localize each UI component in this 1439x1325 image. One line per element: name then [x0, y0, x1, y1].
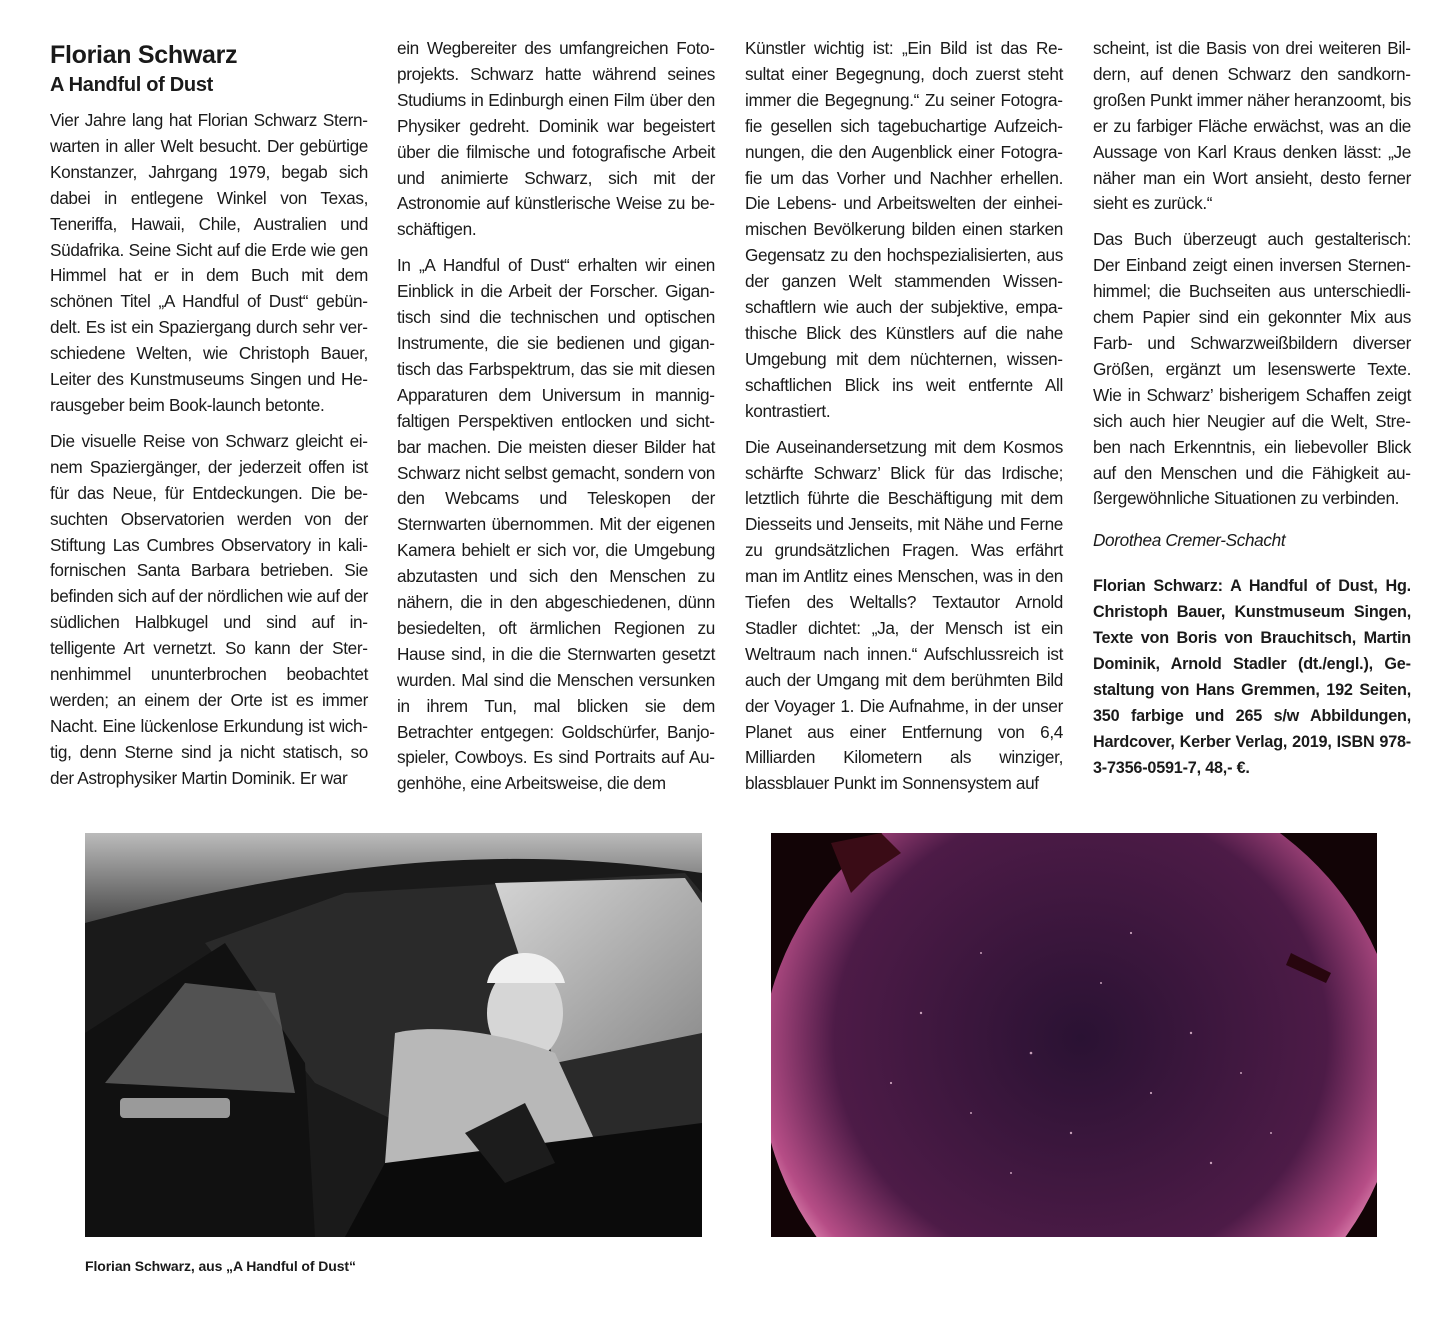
article-subtitle: A Handful of Dust [50, 74, 214, 96]
author-name: Dorothea Cremer-Schacht [1093, 530, 1286, 551]
article-column-3 [745, 36, 1063, 807]
paragraph: In „A Handful of Dust“ erhalten wir einen Einblick in die Arbeit der Forscher. Gigantisch sind die technischen und optischen Instrumente, die sie bedienen und gigantisch das Farbspektrum, das sie mit diesen Apparaturen dem Universum in mannigfaltigen Perspektiven entlocken und sichtbar machen. Die meisten dieser Bilder hat Schwarz nicht selbst gemacht, sondern von den Webcams und Teleskopen der Sternwarten übernommen. Mit der eigenen Kamera behielt er sich vor, die Umgebung abzutasten und sich den Menschen zu nähern, die in den abgeschiedenen, dünn besiedelten, oft ärmlichen Regionen zu Hause sind, in die die Sternwarten gesetzt wurden. Mal sind die Menschen versunken in ihrem Tun, mal blicken sie dem Betrachter entgegen: Goldschürfer, Banjospieler, Cowboys. Es sind Portraits auf Augenhöhe, eine Arbeitsweise, die dem [397, 255, 715, 794]
paragraph: Die Auseinandersetzung mit dem Kosmos schärfte Schwarz’ Blick für das Irdische; letztlich führte die Beschäftigung mit dem Diesseits und Jenseits, mit Nähe und Ferne zu grundsätzlichen Fragen. Was erfährt man im Antlitz eines Menschen, was in den Tiefen des Weltalls? Textautor Arnold Stadler dichtet: „Ja, der Mensch ist ein Weltraum nach innen.“ Aufschlussreich ist auch der Umgang mit dem berühmten Bild der Voyager 1. Die Aufnahme, in der unser Planet aus einer Entfernung von 6,4 Milliarden Kilometern als winziger, blassblauer Punkt im Sonnensystem auf [745, 436, 1063, 794]
article-column-2 [397, 36, 715, 807]
paragraph: Vier Jahre lang hat Florian Schwarz Sternwarten in aller Welt besucht. Der gebürtige Konstanzer, Jahrgang 1979, begab sich dabei in entlegene Winkel von Texas, Teneriffa, Hawaii, Chile, Australien und Südafrika. Seine Sicht auf die Erde wie gen Himmel hat er in dem Buch mit dem schönen Titel „A Handful of Dust“ gebündelt. Es ist ein Spaziergang durch sehr verschiedene Welten, wie Christoph Bauer, Leiter des Kunstmuseums Singen und Herausgeber beim Book-launch betonte. [50, 110, 368, 415]
paragraph: Die visuelle Reise von Schwarz gleicht einem Spaziergänger, der jederzeit offen ist für das Neue, für Entdeckungen. Die besuchten Observatorien werden von der Stiftung Las Cumbres Observatory in kalifornischen Santa Barbara betrieben. Sie befinden sich auf der nördlichen wie auf der südlichen Halbkugel und sind auf intelligente Art vernetzt. So kann der Sternenhimmel ununterbrochen beobachtet werden; an einem der Orte ist es immer Nacht. Eine lückenlose Erkundung ist wichtig, denn Sterne sind ja nicht statisch, so der Astrophysiker Martin Dominik. Er war [50, 430, 368, 788]
paragraph: Das Buch überzeugt auch gestalterisch: Der Einband zeigt einen inversen Sternenhimmel; die Buchseiten aus unterschiedlichem Papier sind ein gekonnter Mix aus Farb- und Schwarzweißbildern diverser Größen, ergänzt um lesenswerte Texte. Wie in Schwarz’ bisherigem Schaffen zeigt sich auch hier Neugier auf die Welt, Streben nach Erkenntnis, ein liebevoller Blick auf den Menschen und die Fähigkeit außergewöhnliche Situationen zu verbinden. [1093, 229, 1411, 509]
car-scene-illustration [85, 833, 702, 1237]
fisheye-night-sky-photo [771, 833, 1377, 1237]
bw-photo-man-in-car [85, 833, 702, 1237]
article-title: Florian Schwarz [50, 41, 238, 69]
paragraph: Künstler wichtig ist: „Ein Bild ist das Resultat einer Begegnung, doch zuerst steht immer die Begegnung.“ Zu seiner Fotografie gesellen sich tagebuchartige Aufzeichnungen, die den Augenblick einer Fotografie um das Vorher und Nachher erhellen. Die Lebens- und Arbeitswelten der einheimischen Bevölkerung bilden einen starken Gegensatz zu den hochspezialisierten, aus der ganzen Welt stammenden Wissenschaftlern wie auch der subjektive, empathische Blick des Künstlers auf die nahe Umgebung mit dem nüchternen, wissenschaftlichen Blick ins weit entfernte All kontrastiert. [745, 38, 1063, 421]
book-bibliography: Florian Schwarz: A Handful of Dust, Hg. Christoph Bauer, Kunstmuseum Singen, Texte von Boris von Brauchitsch, Martin Dominik, Arnold Stadler (dt./engl.), Gestaltung von Hans Gremmen, 192 Seiten, 350 farbige und 265 s/w Abbildungen, Hardcover, Kerber Verlag, 2019, ISBN 978-3-7356-0591-7, 48,- €. [1093, 577, 1411, 777]
paragraph: scheint, ist die Basis von drei weiteren Bildern, auf denen Schwarz den sandkorngroßen Punkt immer näher heranzoomt, bis er zu farbiger Fläche erwächst, was an die Aussage von Karl Kraus denken lässt: „Je näher man ein Wort ansieht, desto ferner sieht es zurück.“ [1093, 38, 1411, 214]
photo-caption: Florian Schwarz, aus „A Handful of Dust“ [85, 1258, 356, 1274]
paragraph: ein Wegbereiter des umfangreichen Fotoprojekts. Schwarz hatte während seines Studiums in Edinburgh einen Film über den Physiker gedreht. Dominik war begeistert über die filmische und fotografische Arbeit und animierte Schwarz, sich mit der Astronomie auf künstlerische Weise zu beschäftigen. [397, 38, 715, 240]
night-sky-illustration [771, 833, 1377, 1237]
article-column-1 [50, 36, 368, 802]
article-column-4 [1093, 36, 1411, 791]
